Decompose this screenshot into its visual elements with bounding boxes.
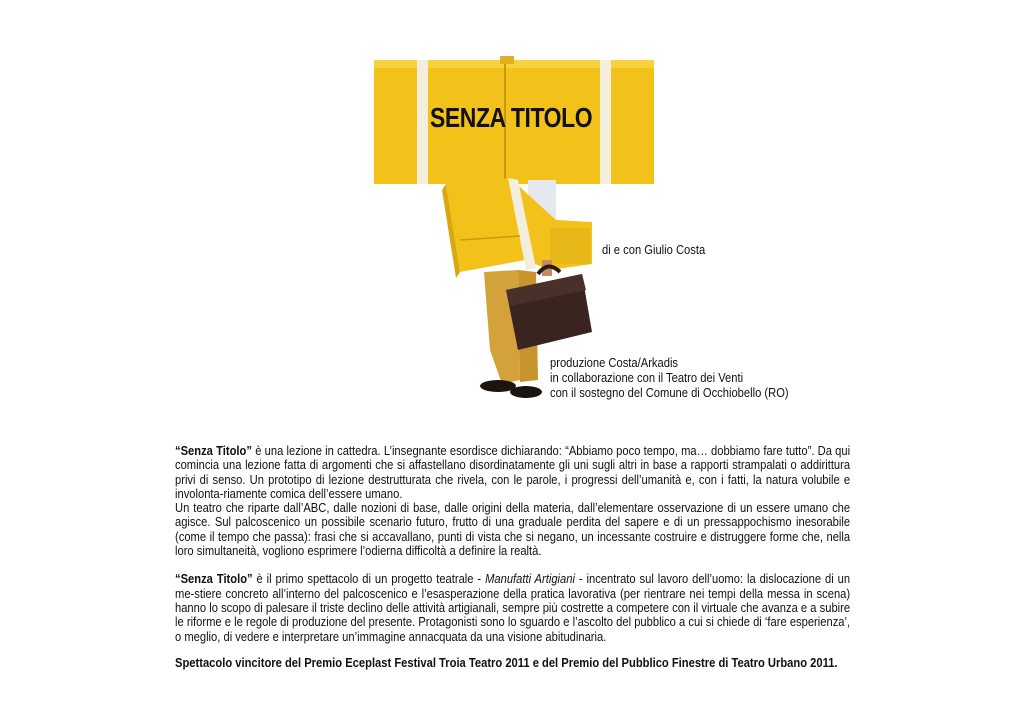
project-name: Manufatti Artigiani: [485, 571, 575, 587]
paragraph-project: [175, 572, 850, 643]
award-statement: Spettacolo vincitore del Premio Eceplast Festival Troia Teatro 2011 e del Premio del Pubblico Finestre di Teatro Urbano 2011.: [175, 655, 838, 670]
tape-strip: [417, 60, 428, 184]
collaboration-line: in collaborazione con il Teatro dei Venti: [550, 370, 744, 385]
paragraph-text: - incentrato sul lavoro dell’uomo: la dislocazione di un me-stiere concreto all’interno del palcoscenico e l’esasperazione della pratica lavorativa (per rientrare nei tempi della messa in scena) hanno lo scopo di palesare il triste declino delle attività artigianali, sempre più costrette a competere con il virtuale che avanza e a subire le riforme e le regole di produzione del presente. Protagonisti sono lo sguardo e l’ascolto del pubblico a cui si chiede di ‘fare esperienza’, o meglio, di vedere e interpretare un’immagine annacquata da una visione abitudinaria.: [175, 571, 851, 644]
paragraph-intro: [175, 444, 850, 501]
shoe: [480, 380, 516, 392]
production-line: produzione Costa/Arkadis: [550, 355, 679, 370]
description: [175, 444, 850, 644]
paragraph-theatre: Un teatro che riparte dall’ABC, dalle nozioni di base, dalle origini della materia, dall’elementare osservazione di un essere umano che agisce. Sul palcoscenico un possibile scenario futuro, frutto di una graduale perdita del sapere e di un pressappochismo inesorabile (come il tempo che passa): frasi che si accavallano, punti di vista che si negano, un incessante costruire e distruggere forme che, nella loro simultaneità, vogliono esprimere l’odierna difficoltà a definire la realtà.: [175, 500, 851, 559]
paragraph-text: è il primo spettacolo di un progetto teatrale -: [252, 571, 486, 587]
support-line: con il sostegno del Comune di Occhiobello (RO): [550, 385, 789, 400]
production-credits: [550, 355, 789, 400]
shoe: [510, 386, 542, 398]
author-credit: di e con Giulio Costa: [602, 242, 706, 257]
paragraph-text: è una lezione in cattedra. L’insegnante esordisce dichiarando: “Abbiamo poco tempo, ma… dobbiamo fare tutto”. Da qui comincia una lezione fatta di argomenti che si affastellano disordinatamente gli uni sugli altri in base a rapporti strampalati o addirittura privi di senso. Un prototipo di lezione destrutturata che rivela, con le parole, i progressi dell’umanità e, con i fatti, la natura volubile e involonta-riamente comica dell’essere umano.: [175, 443, 851, 501]
tape-strip: [600, 60, 611, 184]
title-reference: “Senza Titolo”: [175, 571, 253, 587]
show-title: SENZA TITOLO: [430, 102, 593, 133]
title-reference: “Senza Titolo”: [175, 443, 252, 458]
